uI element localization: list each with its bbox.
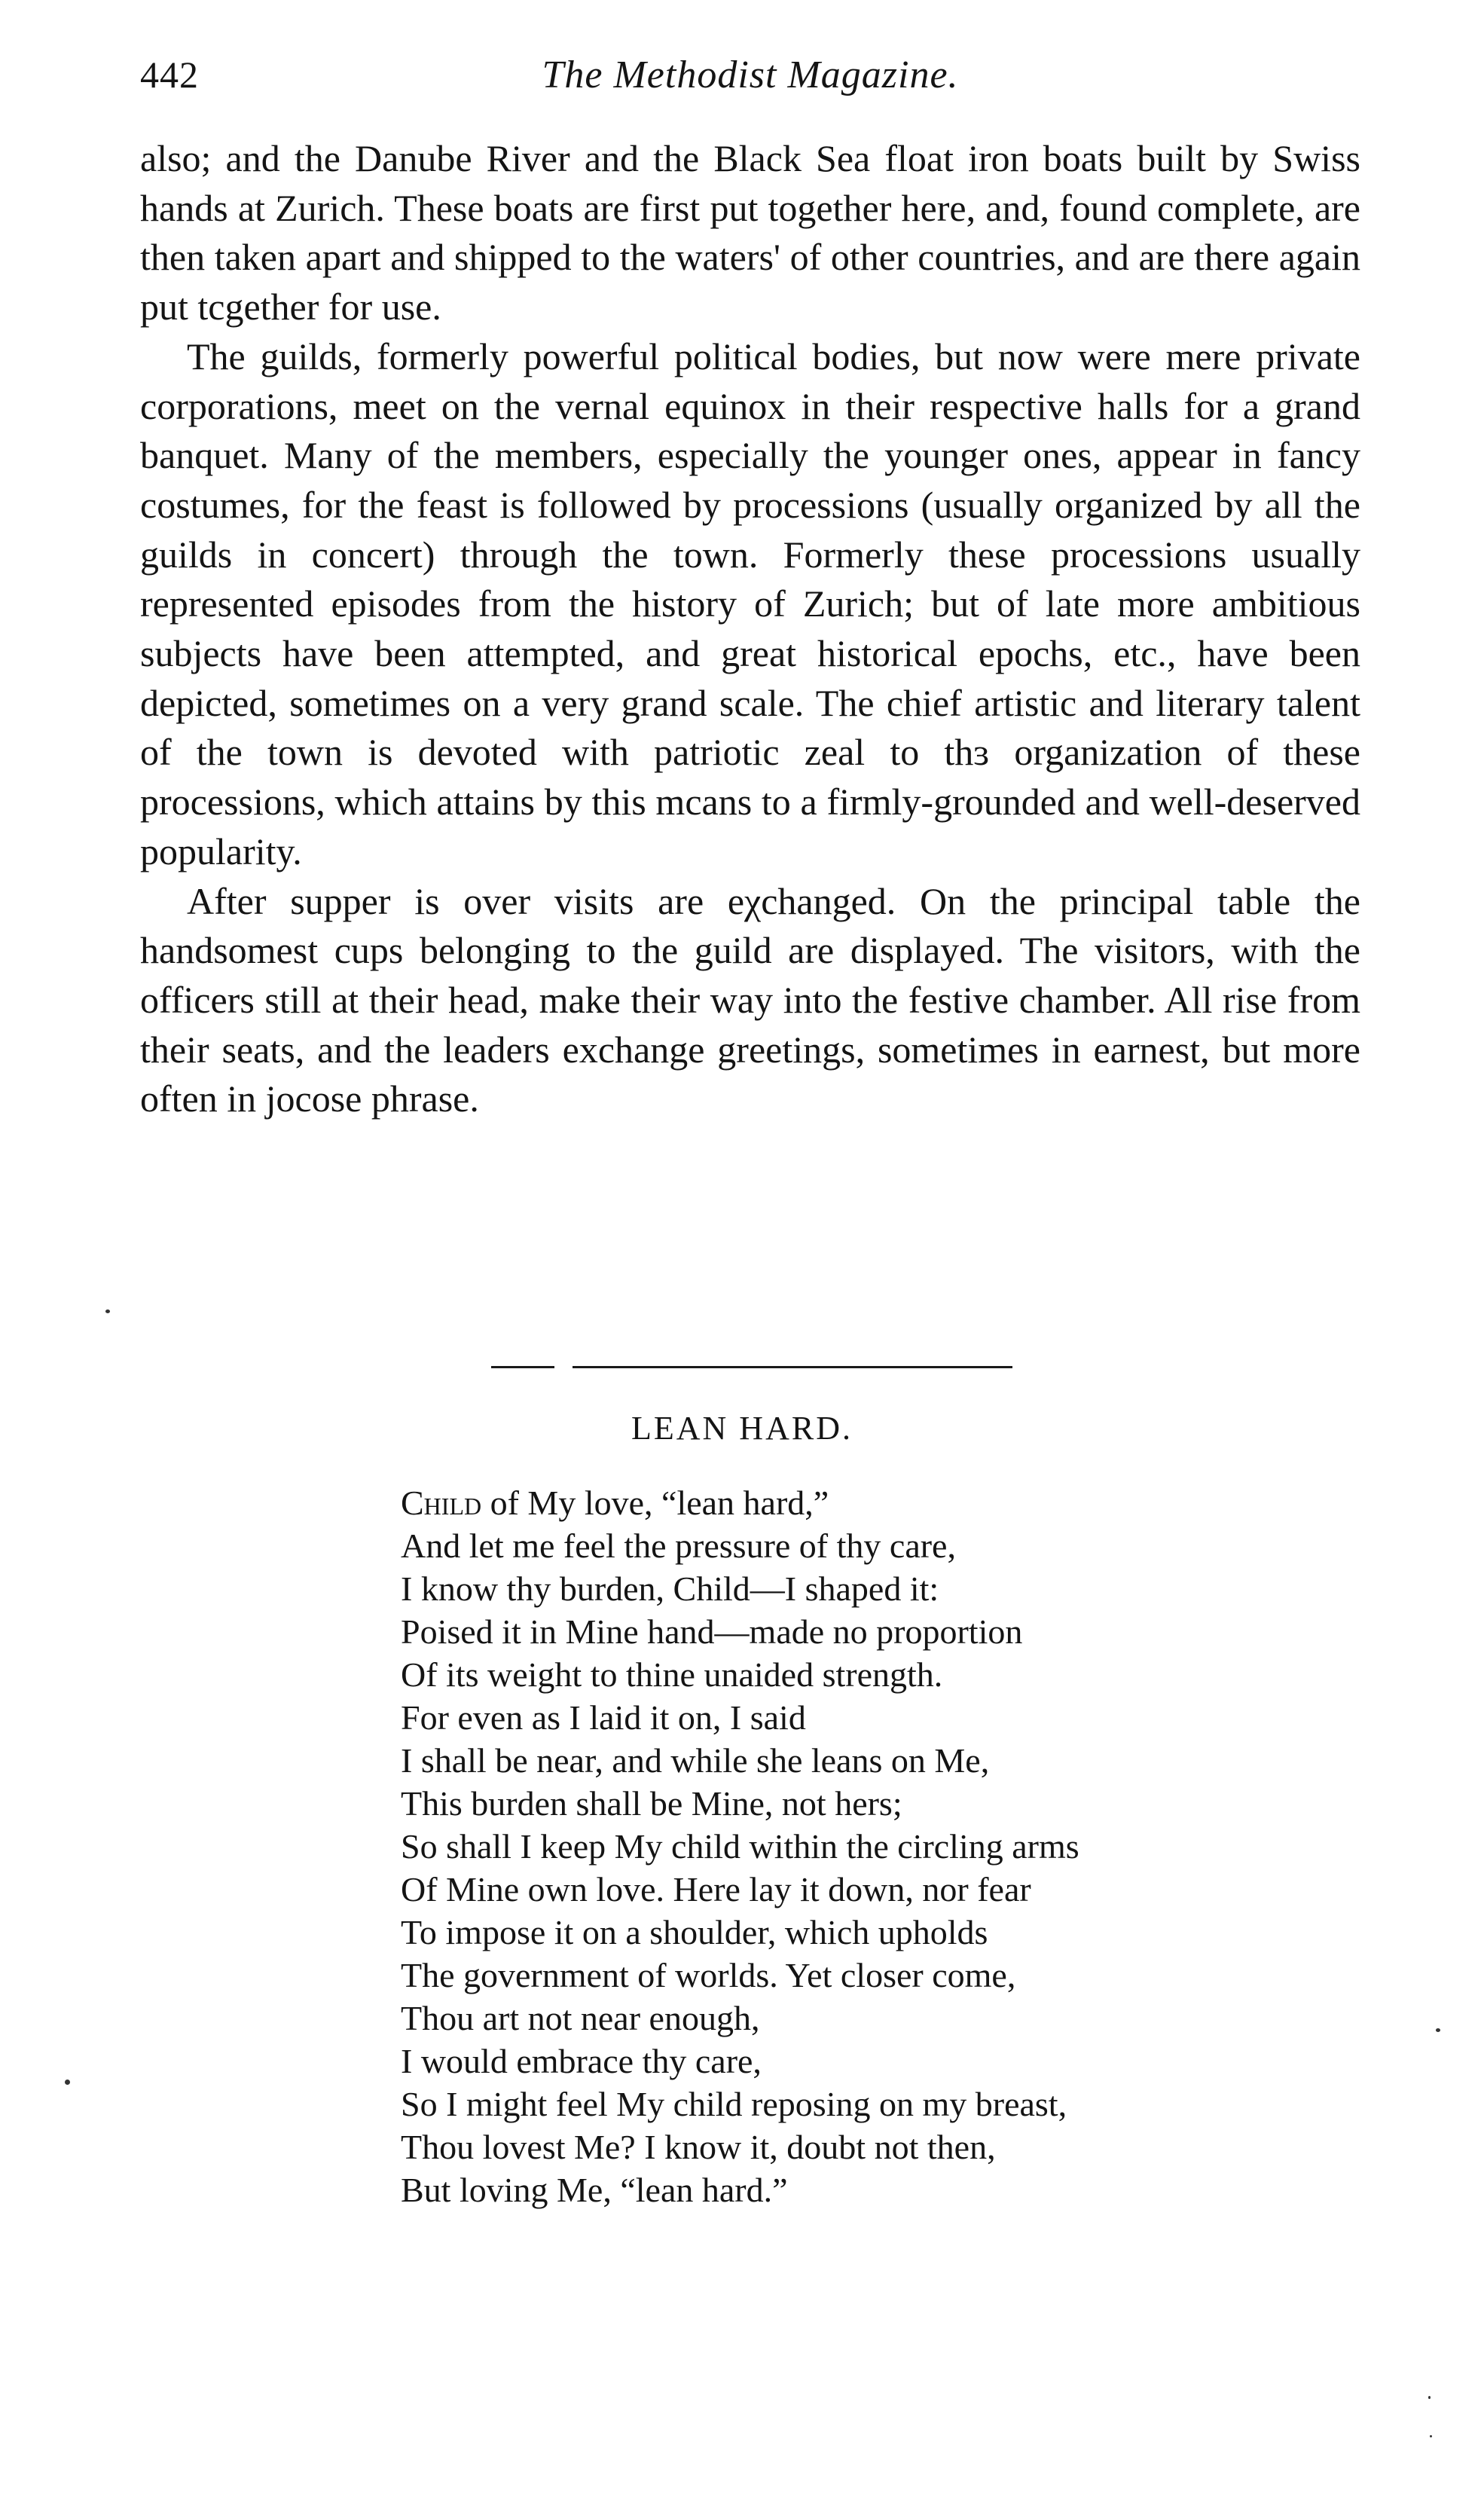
poem-first-word: Child <box>401 1484 482 1522</box>
page-header <box>140 53 1360 105</box>
poem-line: To impose it on a shoulder, which upholds <box>401 1913 988 1951</box>
poem-line: Poised it in Mine hand—made no proportion <box>401 1612 1023 1651</box>
scan-speck <box>105 1309 110 1313</box>
poem-title: LEAN HARD. <box>631 1410 853 1447</box>
poem-line: I know thy burden, Child—I shaped it: <box>401 1569 939 1608</box>
poem-line: So shall I keep My child within the circling arms <box>401 1827 1079 1866</box>
poem-line <box>401 1481 1305 1524</box>
section-divider-long <box>573 1366 1012 1368</box>
poem-line: So I might feel My child reposing on my breast, <box>401 2085 1067 2123</box>
poem-line: But loving Me, “lean hard.” <box>401 2171 788 2209</box>
running-title: The Methodist Magazine. <box>542 53 959 96</box>
paragraph-1: also; and the Danube River and the Black Sea float iron boats built by Swiss hands at Zurich. These boats are first put together here, and, found complete, are then taken apart and shipped to the waters' of other countries, and are there again put tcgether for use. <box>140 137 1360 329</box>
poem-line: This burden shall be Mine, not hers; <box>401 1784 902 1823</box>
scan-speck <box>65 2080 70 2085</box>
poem-line: Thou lovest Me? I know it, doubt not then, <box>401 2128 996 2166</box>
scan-speck <box>1436 2028 1440 2032</box>
poem-line: The government of worlds. Yet closer come, <box>401 1956 1016 1994</box>
poem-first-line-rest: of My love, “lean hard,” <box>481 1484 829 1522</box>
poem-line: And let me feel the pressure of thy care, <box>401 1526 956 1565</box>
poem-line: Of Mine own love. Here lay it down, nor fear <box>401 1870 1031 1908</box>
scan-speck <box>1430 2435 1432 2437</box>
paragraph-2: The guilds, formerly powerful political bodies, but now were mere private corporations, meet on the vernal equinox in their respective halls for a grand banquet. Many of the members, especially the younger ones, appear in fancy costumes, for the feast is followed by processions (usually organized by all the guilds in concert) through the town. Formerly these processions usually represented episodes from the history of Zurich; but of late more ambitious subjects have been attempted, and great historical epochs, etc., have been depicted, sometimes on a very grand scale. The chief artistic and literary talent of the town is devoted with patriotic zeal to thɜ organization of these processions, which attains by this mcans to a firmly-grounded and well-deserved popularity. <box>140 335 1360 872</box>
poem-line: Of its weight to thine unaided strength. <box>401 1655 943 1694</box>
poem <box>401 1481 1305 2211</box>
page-number: 442 <box>140 53 199 96</box>
poem-line: For even as I laid it on, I said <box>401 1698 806 1737</box>
scan-speck <box>1428 2396 1431 2399</box>
section-divider-short <box>491 1366 554 1368</box>
paragraph-3: After supper is over visits are eχchanged. On the principal table the handsomest cups belonging to the guild are displayed. The visitors, with the officers still at their head, make their way into the festive chamber. All rise from their seats, and the leaders exchange greetings, sometimes in earnest, but more often in jocose phrase. <box>140 879 1360 1120</box>
poem-line: I shall be near, and while she leans on Me, <box>401 1741 990 1780</box>
poem-line: I would embrace thy care, <box>401 2042 762 2080</box>
article-text <box>140 134 1360 1124</box>
poem-line: Thou art not near enough, <box>401 1999 760 2037</box>
